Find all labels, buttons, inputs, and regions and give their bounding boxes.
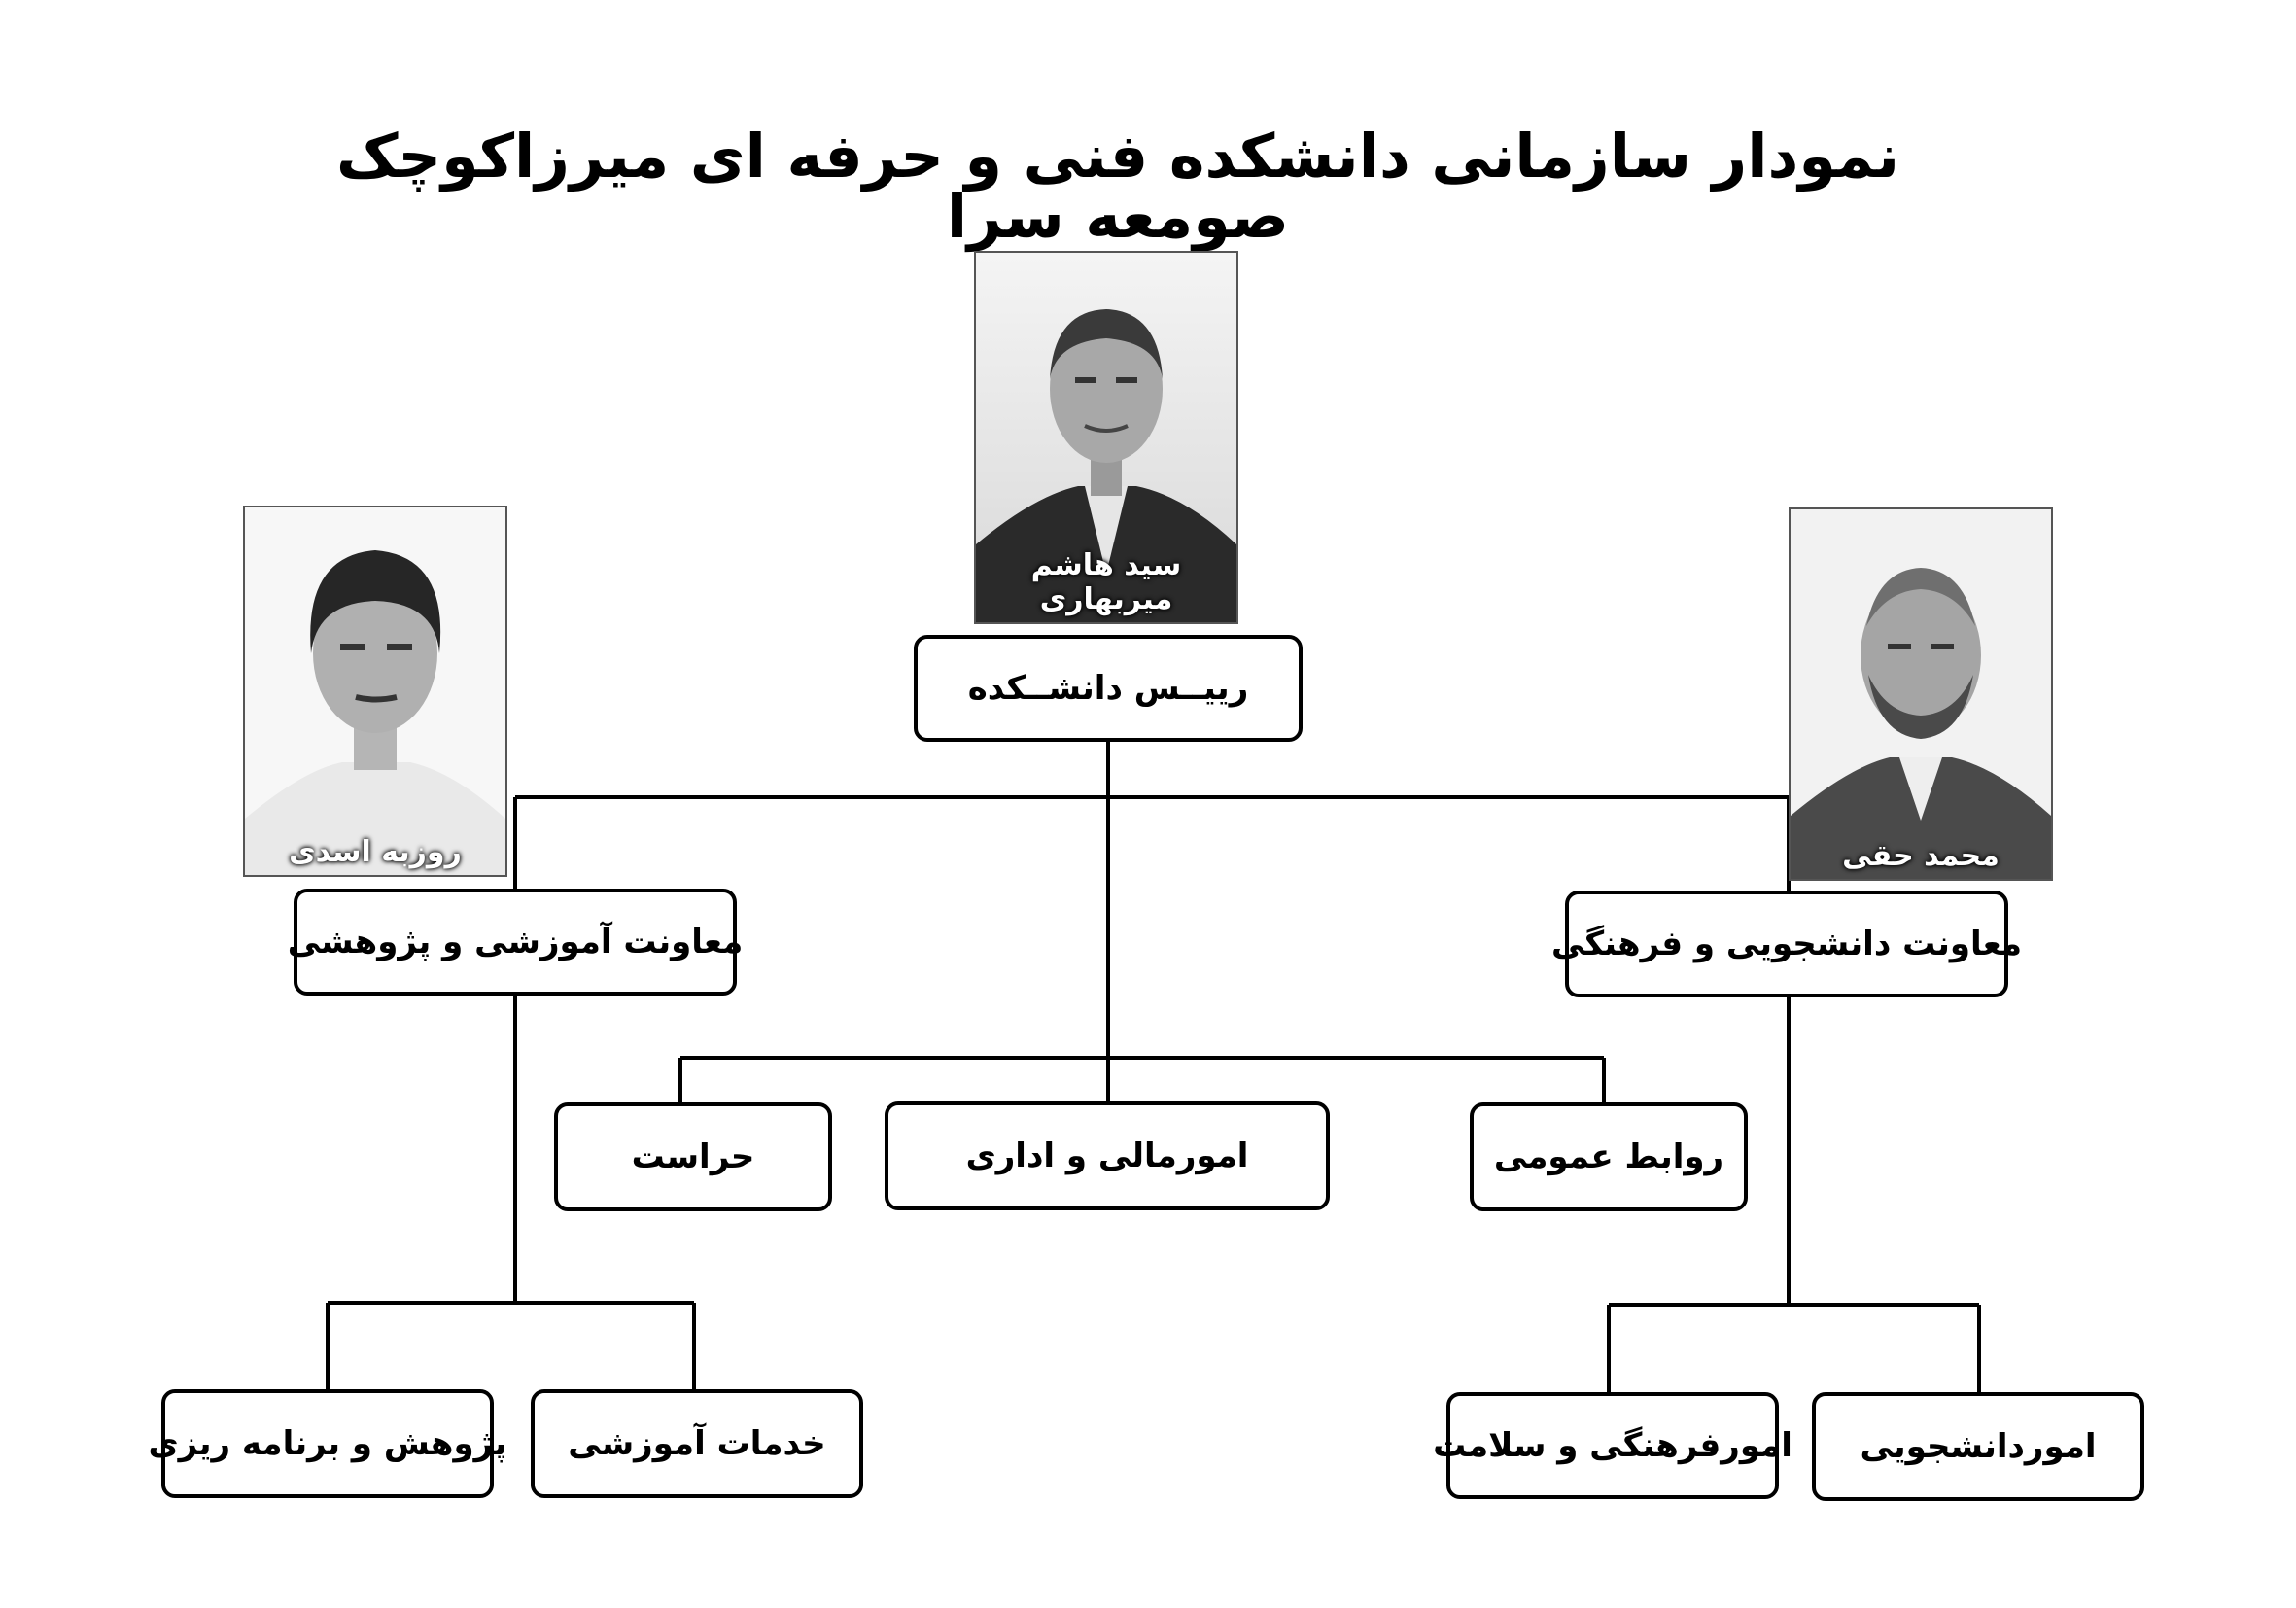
student-deputy-name: محمد حقی: [1842, 839, 2000, 873]
deputy-student-box[interactable]: معاونت دانشجویی و فرهنگی: [1565, 891, 2008, 997]
finance-admin-box[interactable]: امورمالی و اداری: [885, 1101, 1330, 1210]
president-name: سید هاشم میربهاری: [1030, 548, 1182, 616]
person-portrait-icon: [245, 507, 505, 875]
research-planning-box[interactable]: پژوهش و برنامه ریزی: [161, 1389, 494, 1498]
public-relations-box[interactable]: روابط عمومی: [1470, 1102, 1748, 1211]
student-deputy-photo: [1789, 507, 2053, 881]
person-portrait-icon: [1791, 509, 2051, 879]
president-photo: [974, 251, 1238, 624]
head-box[interactable]: رییــس دانشــکده: [914, 635, 1303, 742]
academic-deputy-photo: [243, 506, 507, 877]
educational-services-box[interactable]: خدمات آموزشی: [531, 1389, 863, 1498]
security-box[interactable]: حراست: [554, 1102, 832, 1211]
student-affairs-box[interactable]: اموردانشجویی: [1812, 1392, 2144, 1501]
cultural-health-box[interactable]: امورفرهنگی و سلامت: [1446, 1392, 1779, 1499]
page-title: نمودار سازمانی دانشکده فنی و حرفه ای میرزاکوچک صومعه سرا: [335, 121, 1900, 252]
deputy-academic-box[interactable]: معاونت آموزشی و پژوهشی: [294, 889, 737, 996]
academic-deputy-name: روزبه اسدی: [289, 835, 462, 869]
